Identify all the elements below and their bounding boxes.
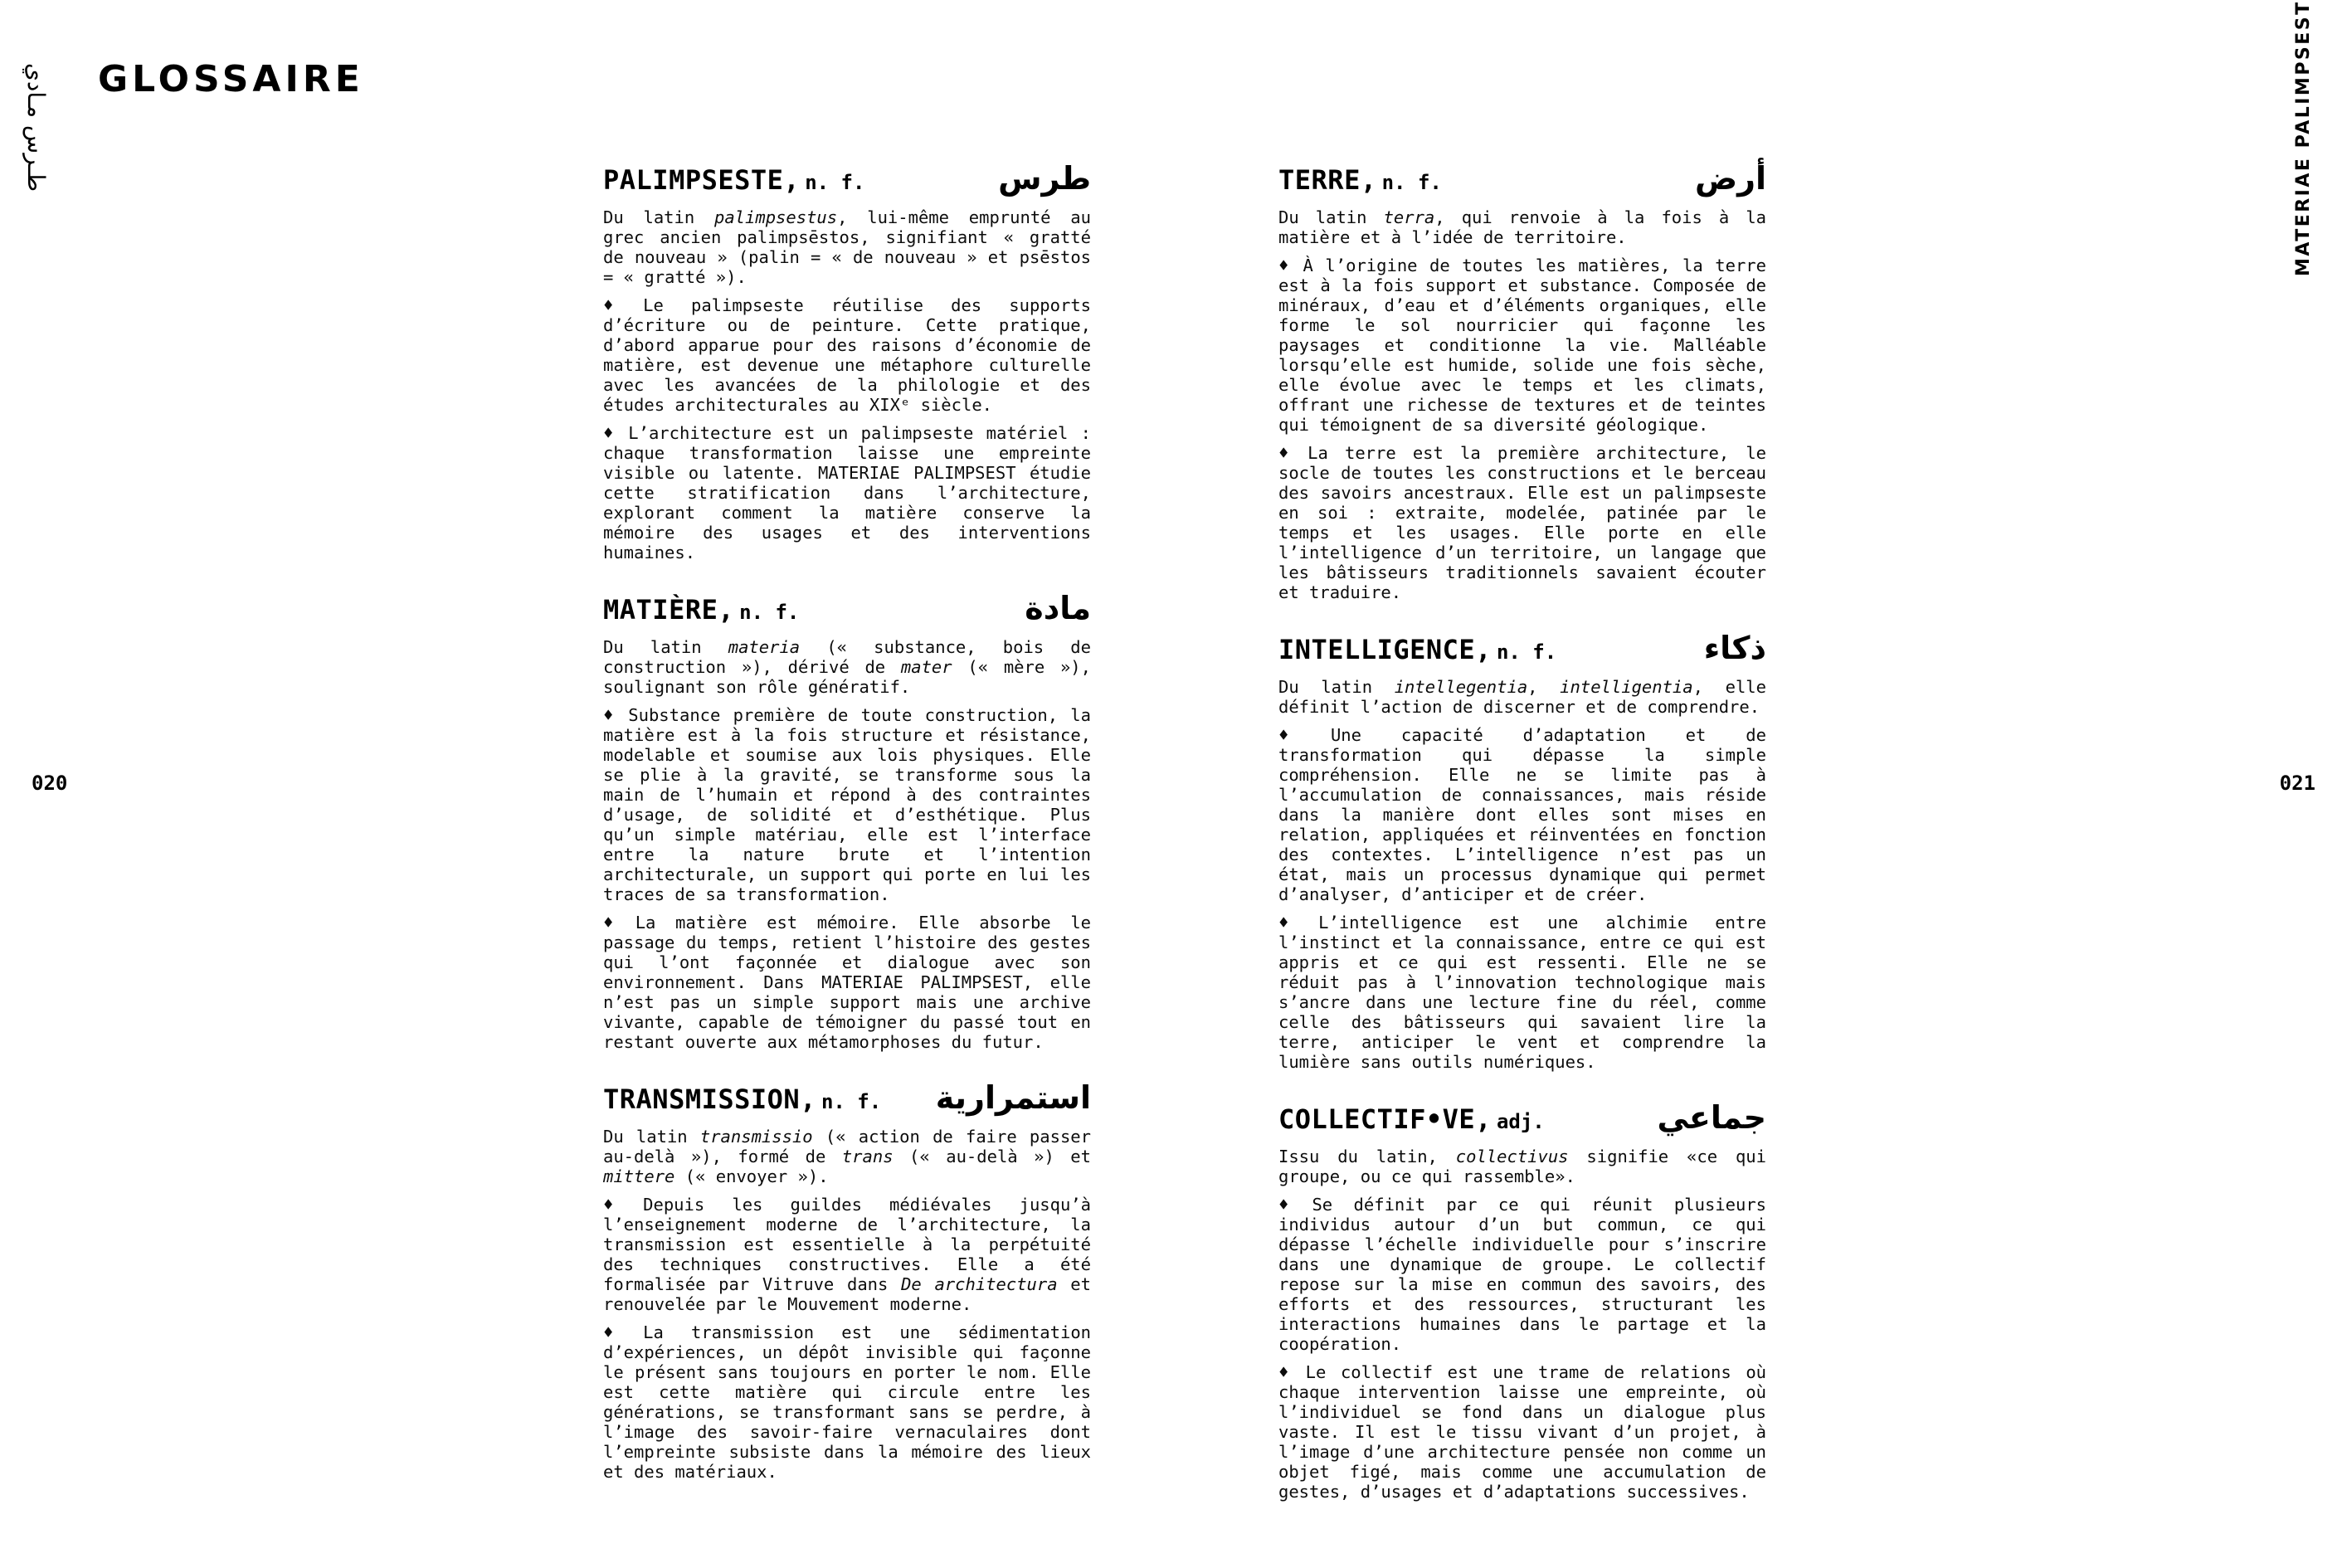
text-run: À l’origine de toutes les matières, la terre est à la fois support et substance. Composée de minéraux, d’eau et d’éléments organiques, elle forme le sol nourricier qui façonne les paysages et conditionne la vie. Malléable lorsqu’elle est humide, solide une fois sèche, elle évolue avec le temps et les climats, offrant une richesse de textures et de teintes qui témoignent de sa diversité géologique. — [1278, 256, 1766, 435]
definition-paragraph — [1278, 443, 1766, 602]
entry-term-arabic: استمرارية — [935, 1079, 1091, 1116]
definition-paragraph — [603, 1195, 1091, 1314]
italic-text: transmissio — [699, 1127, 813, 1147]
glossary-entry — [1278, 160, 1767, 602]
diamond-bullet: ♦ — [1278, 443, 1296, 463]
term-grammar-label: n. f. — [1496, 640, 1557, 664]
italic-text: materia — [728, 637, 801, 657]
diamond-bullet: ♦ — [1278, 725, 1318, 745]
text-run: (« action de faire passer au-delà »), formé de — [603, 1127, 1091, 1166]
definition-paragraph — [1278, 913, 1766, 1072]
term-text: MATIÈRE, — [603, 594, 735, 626]
diamond-bullet: ♦ — [603, 1322, 631, 1342]
text-run: , elle définit l’action de discerner et de comprendre. — [1278, 677, 1766, 717]
entry-term-french — [603, 164, 865, 196]
diamond-bullet: ♦ — [1278, 913, 1307, 933]
term-text: TERRE, — [1278, 164, 1377, 196]
text-run: (« mère »), soulignant son rôle génératif. — [603, 657, 1091, 697]
etymology-paragraph — [603, 207, 1091, 287]
text-run: Se définit par ce qui réunit plusieurs individus autour d’un but commun, ce qui dépasse l’échelle individuelle pour s’inscrire dans une dynamique de groupe. Le collectif repose sur la mise en commun des savoirs, des efforts et des ressources, structurant les interactions humaines dans le partage et la coopération. — [1278, 1195, 1766, 1354]
definition-paragraph — [1278, 725, 1766, 904]
text-run: et renouvelée par le Mouvement moderne. — [603, 1274, 1091, 1314]
text-run: L’architecture est un palimpseste matériel : chaque transformation laisse une empreinte visible ou latente. MATERIAE PALIMPSEST étudie cette stratification dans l’architecture, explorant comment la matière conserve la mémoire des usages et des interventions humaines. — [603, 423, 1091, 562]
glossary-entry — [1278, 632, 1766, 1072]
etymology-paragraph — [1278, 677, 1766, 717]
term-text: COLLECTIF•VE, — [1278, 1103, 1492, 1135]
term-grammar-label: adj. — [1496, 1110, 1545, 1133]
italic-text: intelligentia — [1560, 677, 1693, 697]
text-run: Du latin — [603, 1127, 700, 1147]
text-run: signifie «ce qui groupe, ou ce qui rassemble». — [1278, 1147, 1766, 1186]
glossary-column-left — [603, 160, 1092, 1512]
italic-text: terra — [1383, 207, 1435, 227]
diamond-bullet: ♦ — [603, 705, 616, 725]
page-number-left: 020 — [32, 772, 68, 795]
entry-term-french — [1278, 636, 1556, 664]
text-run: (« envoyer »). — [674, 1166, 829, 1186]
term-text: INTELLIGENCE, — [1278, 634, 1492, 665]
term-grammar-label: n. f. — [1381, 171, 1442, 194]
text-run: (« substance, bois de construction »), dérivé de — [603, 637, 1091, 677]
diamond-bullet: ♦ — [1278, 1362, 1293, 1382]
entry-term-arabic: طرس — [998, 160, 1091, 197]
text-run: Une capacité d’adaptation et de transformation qui dépasse la simple compréhension. Elle ne se limite pas à l’accumulation de connaissances, mais réside dans la manière dont elles sont mises en relation, appliquées et réinventées en fonction des contextes. L’intelligence n’est pas un état, mais un processus dynamique qui permet d’analyser, d’anticiper et de créer. — [1278, 725, 1766, 904]
term-grammar-label: n. f. — [821, 1090, 882, 1113]
glossary-entry — [603, 1079, 1092, 1482]
definition-paragraph — [603, 423, 1091, 562]
term-text: TRANSMISSION, — [603, 1083, 816, 1115]
definition-paragraph — [1278, 1362, 1766, 1502]
italic-text: collectivus — [1455, 1147, 1569, 1166]
entry-term-arabic: أرض — [1694, 160, 1766, 197]
definition-paragraph — [1278, 1195, 1766, 1354]
text-run: L’intelligence est une alchimie entre l’instinct et la connaissance, entre ce qui est appris et ce qui est ressenti. Elle ne se réduit pas à l’innovation technologique mais s’ancre dans une lecture fine du réel, comme celle des bâtisseurs qui savaient lire la terre, anticiper le vent et comprendre la lumière sans outils numériques. — [1278, 913, 1767, 1072]
term-text: PALIMPSESTE, — [603, 164, 801, 196]
definition-paragraph — [1278, 256, 1766, 435]
text-run: Issu du latin, — [1278, 1147, 1456, 1166]
italic-text: palimpsestus — [714, 207, 838, 227]
glossary-entry — [603, 160, 1092, 562]
entry-term-french — [1278, 164, 1442, 196]
text-run: , — [1527, 677, 1561, 697]
page-title: GLOSSAIRE — [98, 58, 364, 100]
right-margin-vertical-text: MATERIAE PALIMPSEST — [2293, 0, 2314, 276]
entry-header — [1278, 632, 1766, 664]
text-run: , lui-même emprunté au grec ancien palimpsēstos, signifiant « gratté de nouveau » (palin = « de nouveau » et psēstos = « gratté »). — [603, 207, 1091, 287]
etymology-paragraph — [1278, 1147, 1766, 1186]
diamond-bullet: ♦ — [603, 295, 631, 315]
entry-header — [1278, 160, 1766, 197]
glossary-entry — [1278, 1099, 1767, 1502]
entry-term-arabic: ذكاء — [1703, 630, 1766, 666]
entry-header — [603, 1079, 1091, 1116]
text-run: Depuis les guildes médiévales jusqu’à l’enseignement moderne de l’architecture, la transmission est essentielle à la perpétuité des techniques constructives. Elle a été formalisée par Vitruve dans — [603, 1195, 1092, 1294]
text-run: Du latin — [1278, 677, 1395, 697]
glossary-entry — [603, 592, 1091, 1052]
text-run: La transmission est une sédimentation d’expériences, un dépôt invisible qui façonne le présent sans toujours en porter le nom. Elle est cette matière qui circule entre les générations, se transformant sans se perdre, à l’image des savoir-faire vernaculaires dont l’empreinte subsiste dans la mémoire des lieux et des matériaux. — [603, 1322, 1092, 1482]
text-run: Du latin — [603, 637, 728, 657]
etymology-paragraph — [603, 637, 1091, 697]
page-number-right: 021 — [2279, 772, 2315, 795]
italic-text: intellegentia — [1394, 677, 1528, 697]
text-run: (« au-delà ») et — [893, 1147, 1091, 1166]
diamond-bullet: ♦ — [1278, 256, 1291, 275]
left-margin-vertical-text: طـرس مـادي — [22, 63, 50, 192]
text-run: Le palimpseste réutilise des supports d’écriture ou de peinture. Cette pratique, d’abord apparue pour des raisons d’économie de matière, est devenue une métaphore culturelle avec les avancées de la philologie et des études architecturales au XIXᵉ siècle. — [603, 295, 1092, 415]
text-run: La matière est mémoire. Elle absorbe le passage du temps, retient l’histoire des gestes qui l’ont façonnée et dialogue avec son environnement. Dans MATERIAE PALIMPSEST, elle n’est pas un simple support mais une archive vivante, capable de témoigner du passé tout en restant ouverte aux métamorphoses du futur. — [603, 913, 1092, 1052]
term-grammar-label: n. f. — [805, 171, 865, 194]
definition-paragraph — [603, 295, 1091, 415]
entry-term-arabic: جماعي — [1657, 1099, 1766, 1136]
definition-paragraph — [603, 705, 1091, 904]
definition-paragraph — [603, 913, 1091, 1052]
text-run: La terre est la première architecture, le socle de toutes les constructions et le berceau des savoirs ancestraux. Elle est un palimpseste en soi : extraite, modelée, patinée par le temps et les usages. Elle porte en elle l’intelligence d’un territoire, un langage que les bâtisseurs traditionnels savaient écouter et traduire. — [1278, 443, 1767, 602]
entry-header — [1278, 1099, 1766, 1136]
italic-text: trans — [841, 1147, 894, 1166]
term-grammar-label: n. f. — [739, 601, 800, 624]
entry-term-french — [603, 594, 800, 626]
italic-text: De architectura — [901, 1274, 1058, 1294]
diamond-bullet: ♦ — [1278, 1195, 1300, 1215]
text-run: , qui renvoie à la fois à la matière et à l’idée de territoire. — [1278, 207, 1766, 247]
entry-header — [603, 160, 1091, 197]
entry-term-french — [1278, 1103, 1545, 1135]
italic-text: mittere — [603, 1166, 675, 1186]
entry-header — [603, 592, 1091, 624]
text-run: Du latin — [1278, 207, 1384, 227]
text-run: Substance première de toute construction, la matière est à la fois structure et résistance, modelable et soumise aux lois physiques. Elle se plie à la gravité, se transforme sous la main de l’humain et répond à des contraintes d’usage, de solidité et d’esthétique. Plus qu’un simple matériau, elle est l’interface entre la nature brute et l’intention architecturale, un support qui porte en lui les traces de sa transformation. — [603, 705, 1091, 904]
text-run: Le collectif est une trame de relations où chaque intervention laisse une empreinte, où l’individuel se fond dans un dialogue plus vaste. Il est le tissu vivant d’un projet, à l’image d’une architecture pensée non comme un objet figé, mais comme une accumulation de gestes, d’usages et d’adaptations successives. — [1278, 1362, 1767, 1502]
glossary-column-right — [1278, 160, 1767, 1531]
entry-term-french — [603, 1083, 882, 1115]
etymology-paragraph — [603, 1127, 1091, 1186]
etymology-paragraph — [1278, 207, 1766, 247]
diamond-bullet: ♦ — [603, 913, 623, 933]
diamond-bullet: ♦ — [603, 423, 616, 443]
italic-text: mater — [900, 657, 952, 677]
entry-term-arabic: مادة — [1025, 590, 1091, 626]
diamond-bullet: ♦ — [603, 1195, 631, 1215]
text-run: Du latin — [603, 207, 714, 227]
definition-paragraph — [603, 1322, 1091, 1482]
